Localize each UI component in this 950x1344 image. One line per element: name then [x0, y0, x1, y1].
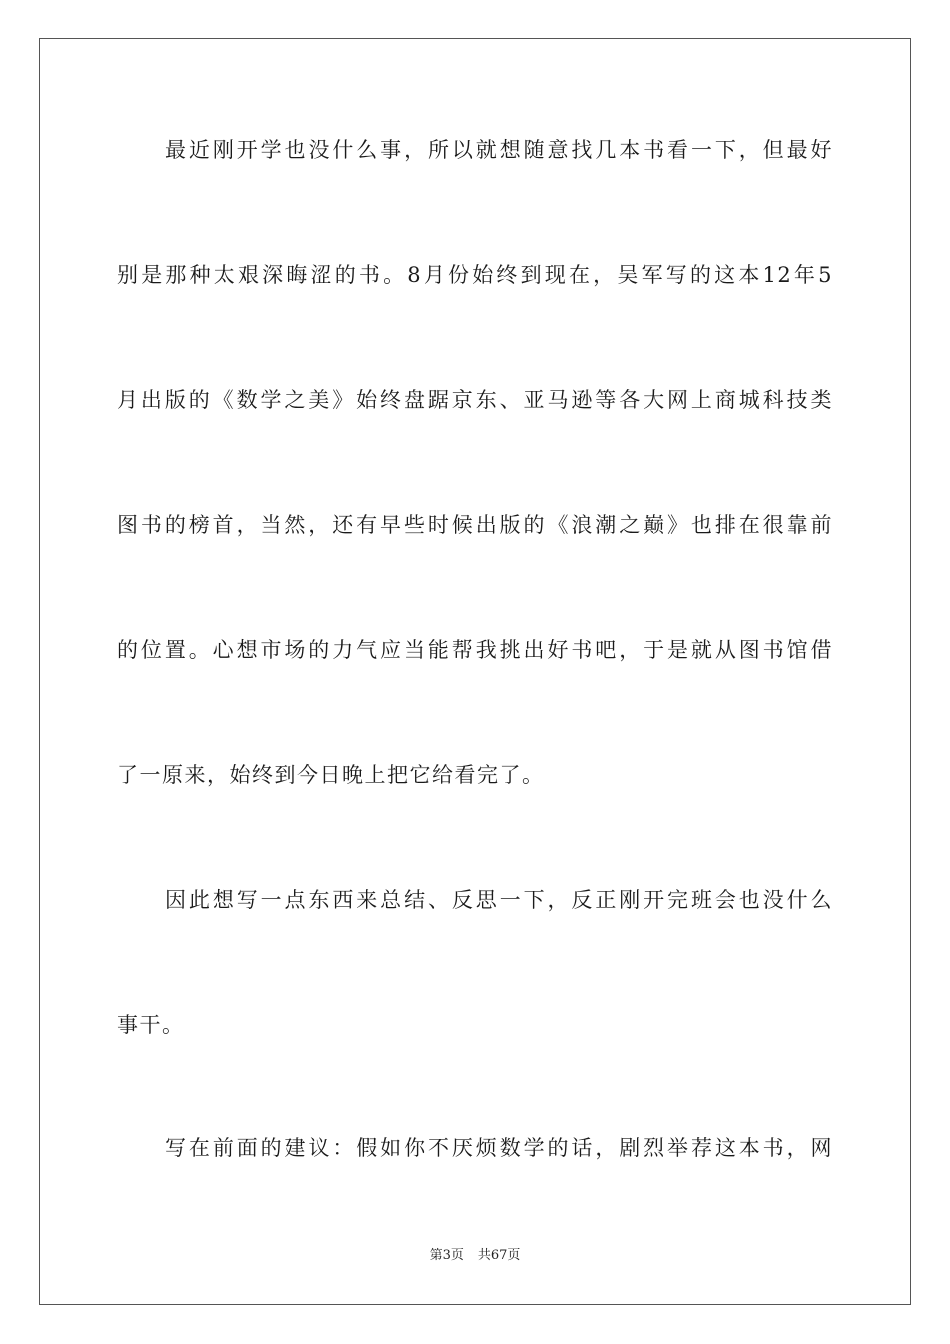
paragraph-1-line-6: 了一原来，始终到今日晚上把它给看完了。 [117, 763, 545, 787]
page-number: 第3页 [429, 1248, 464, 1263]
total-pages: 共67页 [477, 1248, 521, 1263]
paragraph-1-line-3: 月出版的《数学之美》始终盘踞京东、亚马逊等各大网上商城科技类 [117, 388, 833, 412]
paragraph-1-line-4: 图书的榜首，当然，还有早些时候出版的《浪潮之巅》也排在很靠前 [117, 513, 833, 537]
paragraph-2-line-2: 事干。 [117, 1013, 185, 1037]
paragraph-1-line-1: 最近刚开学也没什么事，所以就想随意找几本书看一下，但最好 [165, 138, 833, 162]
page-footer [0, 1247, 950, 1265]
paragraph-2-line-1: 因此想写一点东西来总结、反思一下，反正刚开完班会也没什么 [165, 888, 833, 912]
paragraph-3-line-1: 写在前面的建议：假如你不厌烦数学的话，剧烈举荐这本书，网 [165, 1136, 833, 1160]
paragraph-1-line-2: 别是那种太艰深晦涩的书。8月份始终到现在，吴军写的这本12年5 [117, 263, 833, 287]
paragraph-1-line-5: 的位置。心想市场的力气应当能帮我挑出好书吧，于是就从图书馆借 [117, 638, 833, 662]
page-border [39, 38, 911, 1305]
